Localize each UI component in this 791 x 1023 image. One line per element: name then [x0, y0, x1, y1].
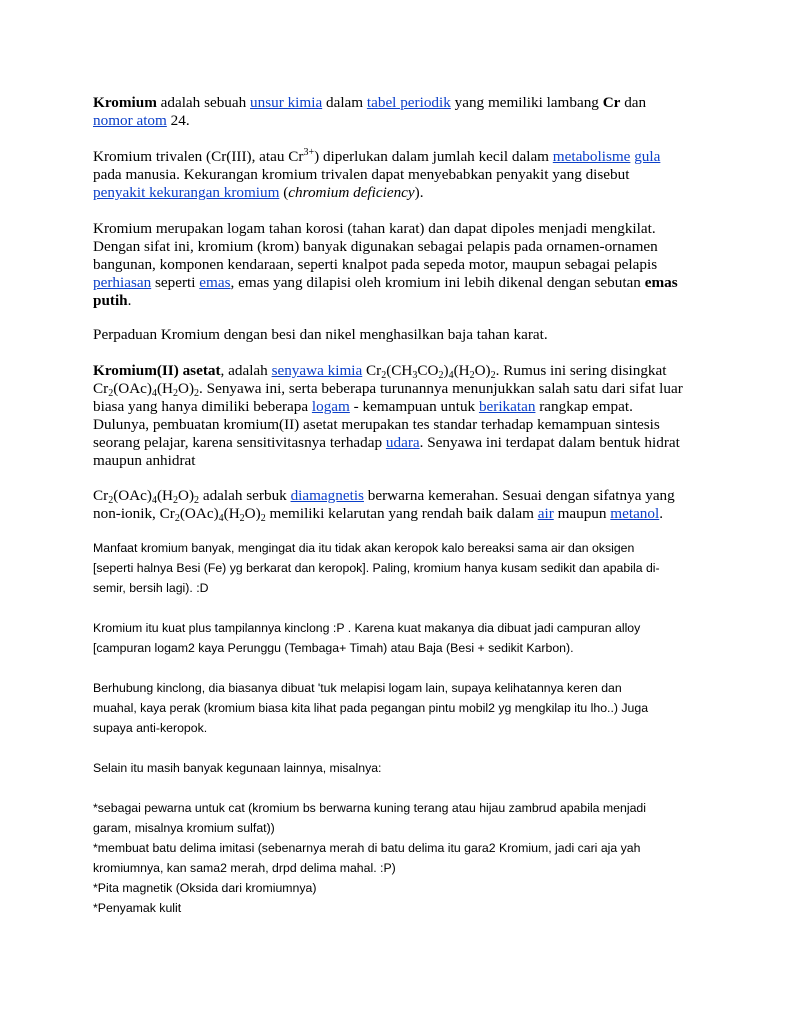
paragraph-intro — [93, 94, 705, 130]
text-line: Dulunya, pembuatan kromium(II) asetat merupakan tes standar terhadap kemampuan sintesis — [93, 416, 660, 433]
symbol-cr: Cr — [602, 94, 621, 111]
link-metabolisme[interactable]: metabolisme — [552, 148, 631, 165]
paragraph-logam — [93, 220, 705, 310]
text-line: Kromium merupakan logam tahan korosi (tahan karat) dan dapat dipoles menjadi mengkilat. — [93, 220, 656, 237]
list-item: *Penyamak kulit — [93, 901, 182, 915]
text-line: $Cr_2(OAc)_4(H_2O)_2$. Senyawa ini, serta beberapa turunannya menunjukkan salah satu dari sifat luar — [93, 380, 683, 399]
note-kegunaan — [93, 758, 705, 778]
text-line: [seperti halnya Besi (Fe) yg berkarat dan keropok]. Paling, kromium hanya kusam sedikit dan apabila di- — [93, 561, 660, 575]
link-logam[interactable]: logam — [311, 398, 350, 415]
text-line: perhiasan seperti emas, emas yang dilapisi oleh kromium ini lebih dikenal dengan sebutan emas — [93, 274, 678, 291]
text-line: Selain itu masih banyak kegunaan lainnya, misalnya: — [93, 761, 382, 775]
text-line: Kromium(II) asetat, adalah senyawa kimia $Cr_2(CH_3CO_2)_4(H_2O)_2$. Rumus ini sering disingkat — [93, 362, 667, 381]
list-item-continued: kromiumnya, kan sama2 merah, drpd delima mahal. :P) — [93, 861, 396, 875]
paragraph-perpaduan — [93, 326, 705, 344]
paragraph-asetat — [93, 362, 705, 470]
link-senyawa-kimia[interactable]: senyawa kimia — [271, 362, 363, 379]
link-gula[interactable]: gula — [634, 148, 661, 165]
note-manfaat — [93, 538, 705, 598]
text-line: Kromium adalah sebuah unsur kimia dalam tabel periodik yang memiliki lambang Cr dan — [93, 94, 647, 111]
link-metanol[interactable]: metanol — [610, 505, 660, 522]
text-line: Berhubung kinclong, dia biasanya dibuat 'tuk melapisi logam lain, supaya kelihatannya keren dan — [93, 681, 622, 695]
text-line: [campuran logam2 kaya Perunggu (Tembaga+ Timah) atau Baja (Besi + sedikit Karbon). — [93, 641, 574, 655]
text-line: semir, bersih lagi). :D — [93, 581, 209, 595]
paragraph-trivalen — [93, 148, 705, 202]
text-line: maupun anhidrat — [93, 452, 196, 469]
link-air[interactable]: air — [537, 505, 554, 522]
text-line: Manfaat kromium banyak, mengingat dia itu tidak akan keropok kalo bereaksi sama air dan oksigen — [93, 541, 635, 555]
text-line: Dengan sifat ini, kromium (krom) banyak digunakan sebagai pelapis pada ornamen-ornamen — [93, 238, 658, 255]
text-line: Kromium trivalen (Cr(III), atau $Cr^{3+}$) diperlukan dalam jumlah kecil dalam metabolisme gula — [93, 147, 661, 165]
text-line: Perpaduan Kromium dengan besi dan nikel menghasilkan baja tahan karat. — [93, 326, 548, 343]
link-diamagnetis[interactable]: diamagnetis — [290, 487, 364, 504]
link-nomor-atom[interactable]: nomor atom — [93, 112, 167, 129]
text-line: pada manusia. Kekurangan kromium trivalen dapat menyebabkan penyakit yang disebut — [93, 166, 630, 183]
text-line: bangunan, komponen kendaraan, seperti knalpot pada sepeda motor, maupun sebagai pelapis — [93, 256, 658, 273]
list-item: *membuat batu delima imitasi (sebenarnya merah di batu delima itu gara2 Kromium, jadi cari aja yah — [93, 841, 641, 855]
text-line: Kromium itu kuat plus tampilannya kinclong :P . Karena kuat makanya dia dibuat jadi campuran alloy — [93, 621, 641, 635]
text-line: seorang pelajar, karena sensitivitasnya terhadap udara. Senyawa ini terdapat dalam bentuk hidrat — [93, 434, 680, 451]
link-penyakit-kekurangan-kromium[interactable]: penyakit kekurangan kromium — [93, 184, 280, 201]
list-item: *Pita magnetik (Oksida dari kromiumnya) — [93, 881, 317, 895]
text-line: muahal, kaya perak (kromium biasa kita lihat pada pegangan pintu mobil2 yg mengkilap itu lho..) Juga — [93, 701, 649, 715]
text-line: penyakit kekurangan kromium (chromium deficiency). — [93, 184, 424, 201]
term-kromium: Kromium — [93, 94, 157, 111]
note-kuat — [93, 618, 705, 658]
list-item: *sebagai pewarna untuk cat (kromium bs berwarna kuning terang atau hijau zambrud apabila menjadi — [93, 801, 646, 815]
link-perhiasan[interactable]: perhiasan — [93, 274, 152, 291]
link-berikatan[interactable]: berikatan — [478, 398, 536, 415]
note-kinclong — [93, 678, 705, 738]
text-line: supaya anti-keropok. — [93, 721, 208, 735]
list-kegunaan — [93, 798, 705, 918]
paragraph-diamagnetis — [93, 487, 705, 523]
text-line: non-ionik, $Cr_2(OAc)_4(H_2O)_2$ memiliki kelarutan yang rendah baik dalam air maupun metanol. — [93, 505, 664, 524]
link-unsur-kimia[interactable]: unsur kimia — [250, 94, 323, 111]
link-tabel-periodik[interactable]: tabel periodik — [366, 94, 451, 111]
text-line: nomor atom 24. — [93, 112, 190, 129]
text-line: biasa yang hanya dimiliki beberapa logam - kemampuan untuk berikatan rangkap empat. — [93, 398, 633, 415]
list-item-continued: garam, misalnya kromium sulfat)) — [93, 821, 275, 835]
text-line: putih. — [93, 292, 132, 309]
link-emas[interactable]: emas — [199, 274, 231, 291]
link-udara[interactable]: udara — [385, 434, 420, 451]
term-kromium-asetat: Kromium(II) asetat — [93, 362, 221, 379]
text-line: $Cr_2(OAc)_4(H_2O)_2$ adalah serbuk diamagnetis berwarna kemerahan. Sesuai dengan sifatnya yang — [93, 487, 675, 506]
